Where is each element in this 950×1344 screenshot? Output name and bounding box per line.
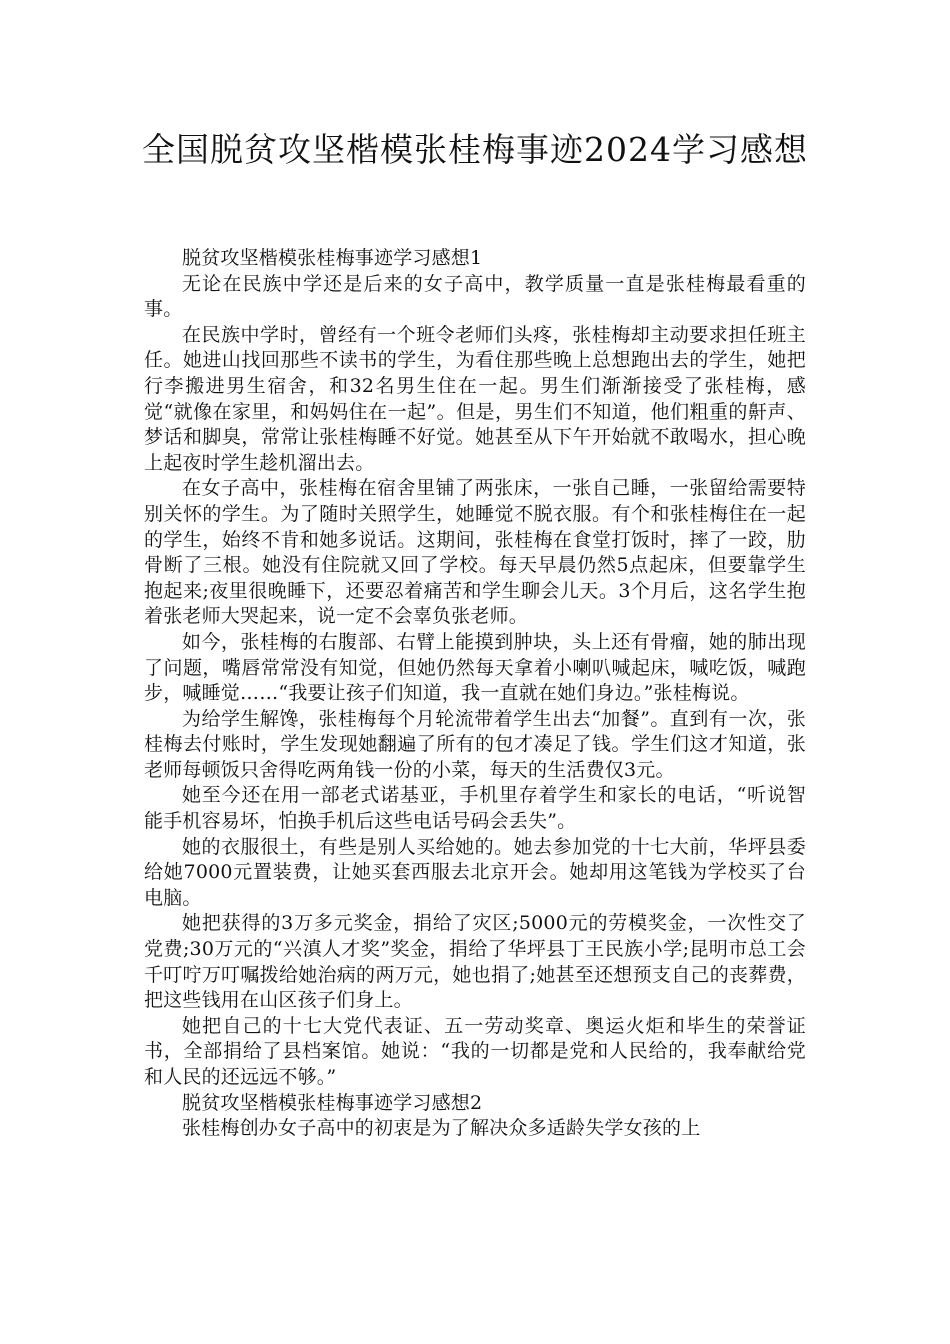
paragraph: 张桂梅创办女子高中的初衷是为了解决众多适龄失学女孩的上 bbox=[182, 1117, 701, 1140]
document-title: 全国脱贫攻坚楷模张桂梅事迹2024学习感想 bbox=[142, 130, 808, 169]
document-body bbox=[144, 246, 806, 1142]
paragraph: 在民族中学时，曾经有一个班令老师们头疼，张桂梅却主动要求担任班主任。她进山找回那些不读书的学生，为看住那些晚上总想跑出去的学生，她把行李搬进男生宿舍，和32名男生住在一起。男生们渐渐接受了张桂梅，感觉“就像在家里，和妈妈住在一起”。但是，男生们不知道，他们粗重的鼾声、梦话和脚臭，常常让张桂梅睡不好觉。她甚至从下午开始就不敢喝水，担心晚上起夜时学生趁机溜出去。 bbox=[144, 323, 806, 474]
paragraph: 如今，张桂梅的右腹部、右臂上能摸到肿块，头上还有骨瘤，她的肺出现了问题，嘴唇常常没有知觉，但她仍然每天拿着小喇叭喊起床，喊吃饭，喊跑步，喊睡觉……“我要让孩子们知道，我一直就在她们身边。”张桂梅说。 bbox=[144, 630, 806, 705]
paragraph: 无论在民族中学还是后来的女子高中，教学质量一直是张桂梅最看重的事。 bbox=[144, 272, 806, 321]
paragraph-heading-2: 脱贫攻坚楷模张桂梅事迹学习感想2 bbox=[182, 1091, 483, 1114]
paragraph: 她把获得的3万多元奖金，捐给了灾区;5000元的劳模奖金，一次性交了党费;30万元的“兴滇人才奖”奖金，捐给了华坪县丁王民族小学;昆明市总工会千叮咛万叮嘱拨给她治病的两万元，她也捐了;她甚至还想预支自己的丧葬费，把这些钱用在山区孩子们身上。 bbox=[144, 912, 806, 1012]
paragraph: 她的衣服很土，有些是别人买给她的。她去参加党的十七大前，华坪县委给她7000元置装费，让她买套西服去北京开会。她却用这笔钱为学校买了台电脑。 bbox=[144, 835, 806, 909]
paragraph-heading-1: 脱贫攻坚楷模张桂梅事迹学习感想1 bbox=[182, 247, 483, 269]
paragraph: 她至今还在用一部老式诺基亚，手机里存着学生和家长的电话，“听说智能手机容易坏，怕换手机后这些电话号码会丢失”。 bbox=[144, 784, 806, 833]
paragraph: 为给学生解馋，张桂梅每个月轮流带着学生出去“加餐”。直到有一次，张桂梅去付账时，学生发现她翻遍了所有的包才凑足了钱。学生们这才知道，张老师每顿饭只舍得吃两角钱一份的小菜，每天的生活费仅3元。 bbox=[144, 707, 806, 781]
paragraph: 在女子高中，张桂梅在宿舍里铺了两张床，一张自己睡，一张留给需要特别关怀的学生。为了随时关照学生，她睡觉不脱衣服。有个和张桂梅住在一起的学生，始终不肯和她多说话。这期间，张桂梅在食堂打饭时，摔了一跤，肋骨断了三根。她没有住院就又回了学校。每天早晨仍然5点起床，但要靠学生抱起来;夜里很晚睡下，还要忍着痛苦和学生聊会儿天。3个月后，这名学生抱着张老师大哭起来，说一定不会辜负张老师。 bbox=[144, 477, 806, 628]
paragraph: 她把自己的十七大党代表证、五一劳动奖章、奥运火炬和毕生的荣誉证书，全部捐给了县档案馆。她说：“我的一切都是党和人民给的，我奉献给党和人民的还远远不够。” bbox=[144, 1014, 806, 1088]
